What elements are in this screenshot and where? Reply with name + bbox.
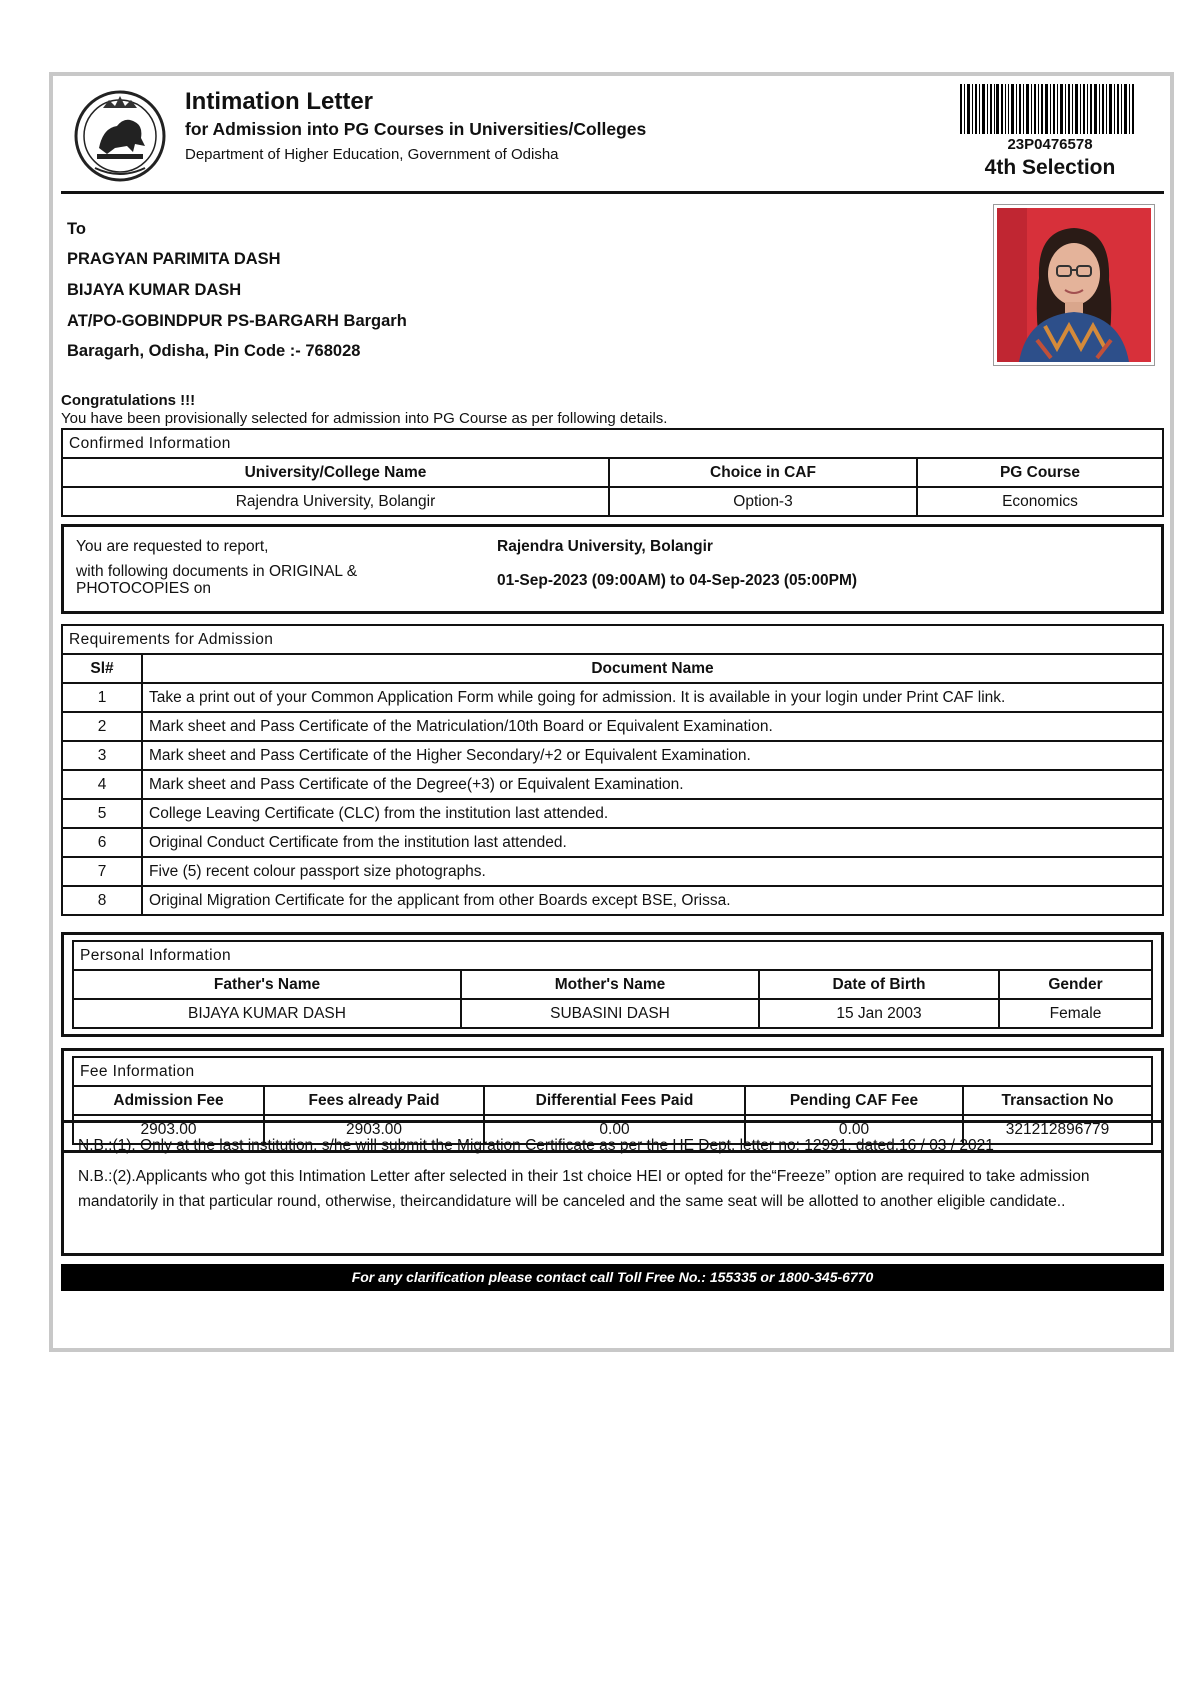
table-row (62, 770, 1163, 799)
guardian-name: BIJAYA KUMAR DASH (67, 281, 242, 299)
column-header: Mother's Name (461, 970, 759, 999)
table-header-row (73, 1086, 1152, 1115)
notes-box (61, 1120, 1164, 1256)
table-row (62, 799, 1163, 828)
serial-cell: 3 (62, 741, 142, 770)
note-2: N.B.:(2).Applicants who got this Intimation Letter after selected in their 1st choice HEI or opted for the“Freeze” option are required to take admission mandatorily in that particular round, otherwise, theircandidature will be canceled and the same seat will be allotted to another eligible candidate.. (78, 1168, 1090, 1210)
letter-header (61, 76, 1164, 194)
document-cell: Mark sheet and Pass Certificate of the Matriculation/10th Board or Equivalent Examination. (142, 712, 1163, 741)
column-header: Pending CAF Fee (745, 1086, 963, 1115)
table-header-row (62, 654, 1163, 683)
document-cell: College Leaving Certificate (CLC) from the institution last attended. (142, 799, 1163, 828)
document-cell: Five (5) recent colour passport size photographs. (142, 857, 1163, 886)
congratulations-text: Congratulations !!! (61, 392, 196, 409)
column-header: University/College Name (62, 458, 609, 487)
column-header: PG Course (917, 458, 1163, 487)
serial-cell: 6 (62, 828, 142, 857)
column-header: Differential Fees Paid (484, 1086, 745, 1115)
differential-fees-cell: 0.00 (484, 1115, 745, 1144)
address-line-1: AT/PO-GOBINDPUR PS-BARGARH Bargarh (67, 312, 407, 330)
column-header: Date of Birth (759, 970, 999, 999)
note-1: N.B.:(1). Only at the last institution, s/he will submit the Migration Certificate as per the HE Dept. letter no: 12991, dated.16 / 03 / 2021 (78, 1137, 994, 1154)
page-subtitle: for Admission into PG Courses in Universities/Colleges (185, 119, 647, 139)
date-of-birth-cell: 15 Jan 2003 (759, 999, 999, 1028)
table-row (62, 857, 1163, 886)
report-dates: 01-Sep-2023 (09:00AM) to 04-Sep-2023 (05:00PM) (497, 572, 858, 589)
father-name-cell: BIJAYA KUMAR DASH (73, 999, 461, 1028)
section-title: Fee Information (73, 1057, 1152, 1086)
section-title: Requirements for Admission (62, 625, 1163, 654)
serial-cell: 5 (62, 799, 142, 828)
odisha-seal-icon (73, 86, 167, 184)
table-row (62, 828, 1163, 857)
intimation-letter (49, 72, 1174, 1352)
personal-information-section (61, 932, 1164, 1037)
confirmed-information-section (61, 428, 1164, 517)
contact-footer: For any clarification please contact call Toll Free No.: 155335 or 1800-345-6770 (61, 1264, 1164, 1291)
reference-number: 23P0476578 (1007, 136, 1093, 153)
document-cell: Original Migration Certificate for the applicant from other Boards except BSE, Orissa. (142, 886, 1163, 915)
fees-paid-cell: 2903.00 (264, 1115, 484, 1144)
to-label: To (67, 220, 86, 238)
department-name: Department of Higher Education, Government of Odisha (185, 146, 559, 163)
requirements-table (61, 624, 1164, 916)
page-title: Intimation Letter (185, 88, 374, 115)
transaction-no-cell: 321212896779 (963, 1115, 1152, 1144)
reporting-instructions (61, 524, 1164, 614)
mother-name-cell: SUBASINI DASH (461, 999, 759, 1028)
serial-cell: 4 (62, 770, 142, 799)
document-cell: Take a print out of your Common Application Form while going for admission. It is available in your login under Print CAF link. (142, 683, 1163, 712)
serial-cell: 8 (62, 886, 142, 915)
selection-intro-text: You have been provisionally selected for admission into PG Course as per following details. (61, 410, 668, 427)
report-line-1: You are requested to report, (76, 538, 269, 555)
document-cell: Original Conduct Certificate from the institution last attended. (142, 828, 1163, 857)
document-cell: Mark sheet and Pass Certificate of the Degree(+3) or Equivalent Examination. (142, 770, 1163, 799)
barcode-icon (960, 84, 1134, 134)
letter-content (61, 76, 1164, 1285)
address-line-2: Baragarh, Odisha, Pin Code :- 768028 (67, 342, 361, 360)
pending-caf-fee-cell: 0.00 (745, 1115, 963, 1144)
table-row (62, 712, 1163, 741)
serial-cell: 1 (62, 683, 142, 712)
column-header: Father's Name (73, 970, 461, 999)
column-header: Transaction No (963, 1086, 1152, 1115)
choice-cell: Option-3 (609, 487, 917, 516)
table-row (62, 741, 1163, 770)
column-header: Document Name (142, 654, 1163, 683)
column-header: Gender (999, 970, 1152, 999)
table-row (73, 999, 1152, 1028)
table-header-row (73, 970, 1152, 999)
applicant-name: PRAGYAN PARIMITA DASH (67, 250, 281, 268)
university-name-cell: Rajendra University, Bolangir (62, 487, 609, 516)
report-line-2: with following documents in ORIGINAL & PHOTOCOPIES on (76, 563, 358, 597)
column-header: Sl# (62, 654, 142, 683)
photo-portrait-icon (997, 208, 1151, 362)
selection-round: 4th Selection (984, 156, 1116, 179)
admission-fee-cell: 2903.00 (73, 1115, 264, 1144)
pg-course-cell: Economics (917, 487, 1163, 516)
section-title: Personal Information (73, 941, 1152, 970)
applicant-photo (993, 204, 1155, 366)
table-row (62, 625, 1163, 654)
table-header-row (62, 458, 1163, 487)
column-header: Fees already Paid (264, 1086, 484, 1115)
requirements-section (61, 624, 1164, 916)
table-row (62, 683, 1163, 712)
confirmed-information-table (61, 428, 1164, 517)
table-row (62, 429, 1163, 458)
gender-cell: Female (999, 999, 1152, 1028)
table-row (73, 1057, 1152, 1086)
recipient-address (61, 194, 1164, 404)
report-institution: Rajendra University, Bolangir (497, 538, 713, 555)
table-row (62, 886, 1163, 915)
table-row (62, 487, 1163, 516)
personal-information-table (72, 940, 1153, 1029)
column-header: Admission Fee (73, 1086, 264, 1115)
serial-cell: 2 (62, 712, 142, 741)
serial-cell: 7 (62, 857, 142, 886)
section-title: Confirmed Information (62, 429, 1163, 458)
table-row (73, 941, 1152, 970)
column-header: Choice in CAF (609, 458, 917, 487)
document-cell: Mark sheet and Pass Certificate of the Higher Secondary/+2 or Equivalent Examination. (142, 741, 1163, 770)
